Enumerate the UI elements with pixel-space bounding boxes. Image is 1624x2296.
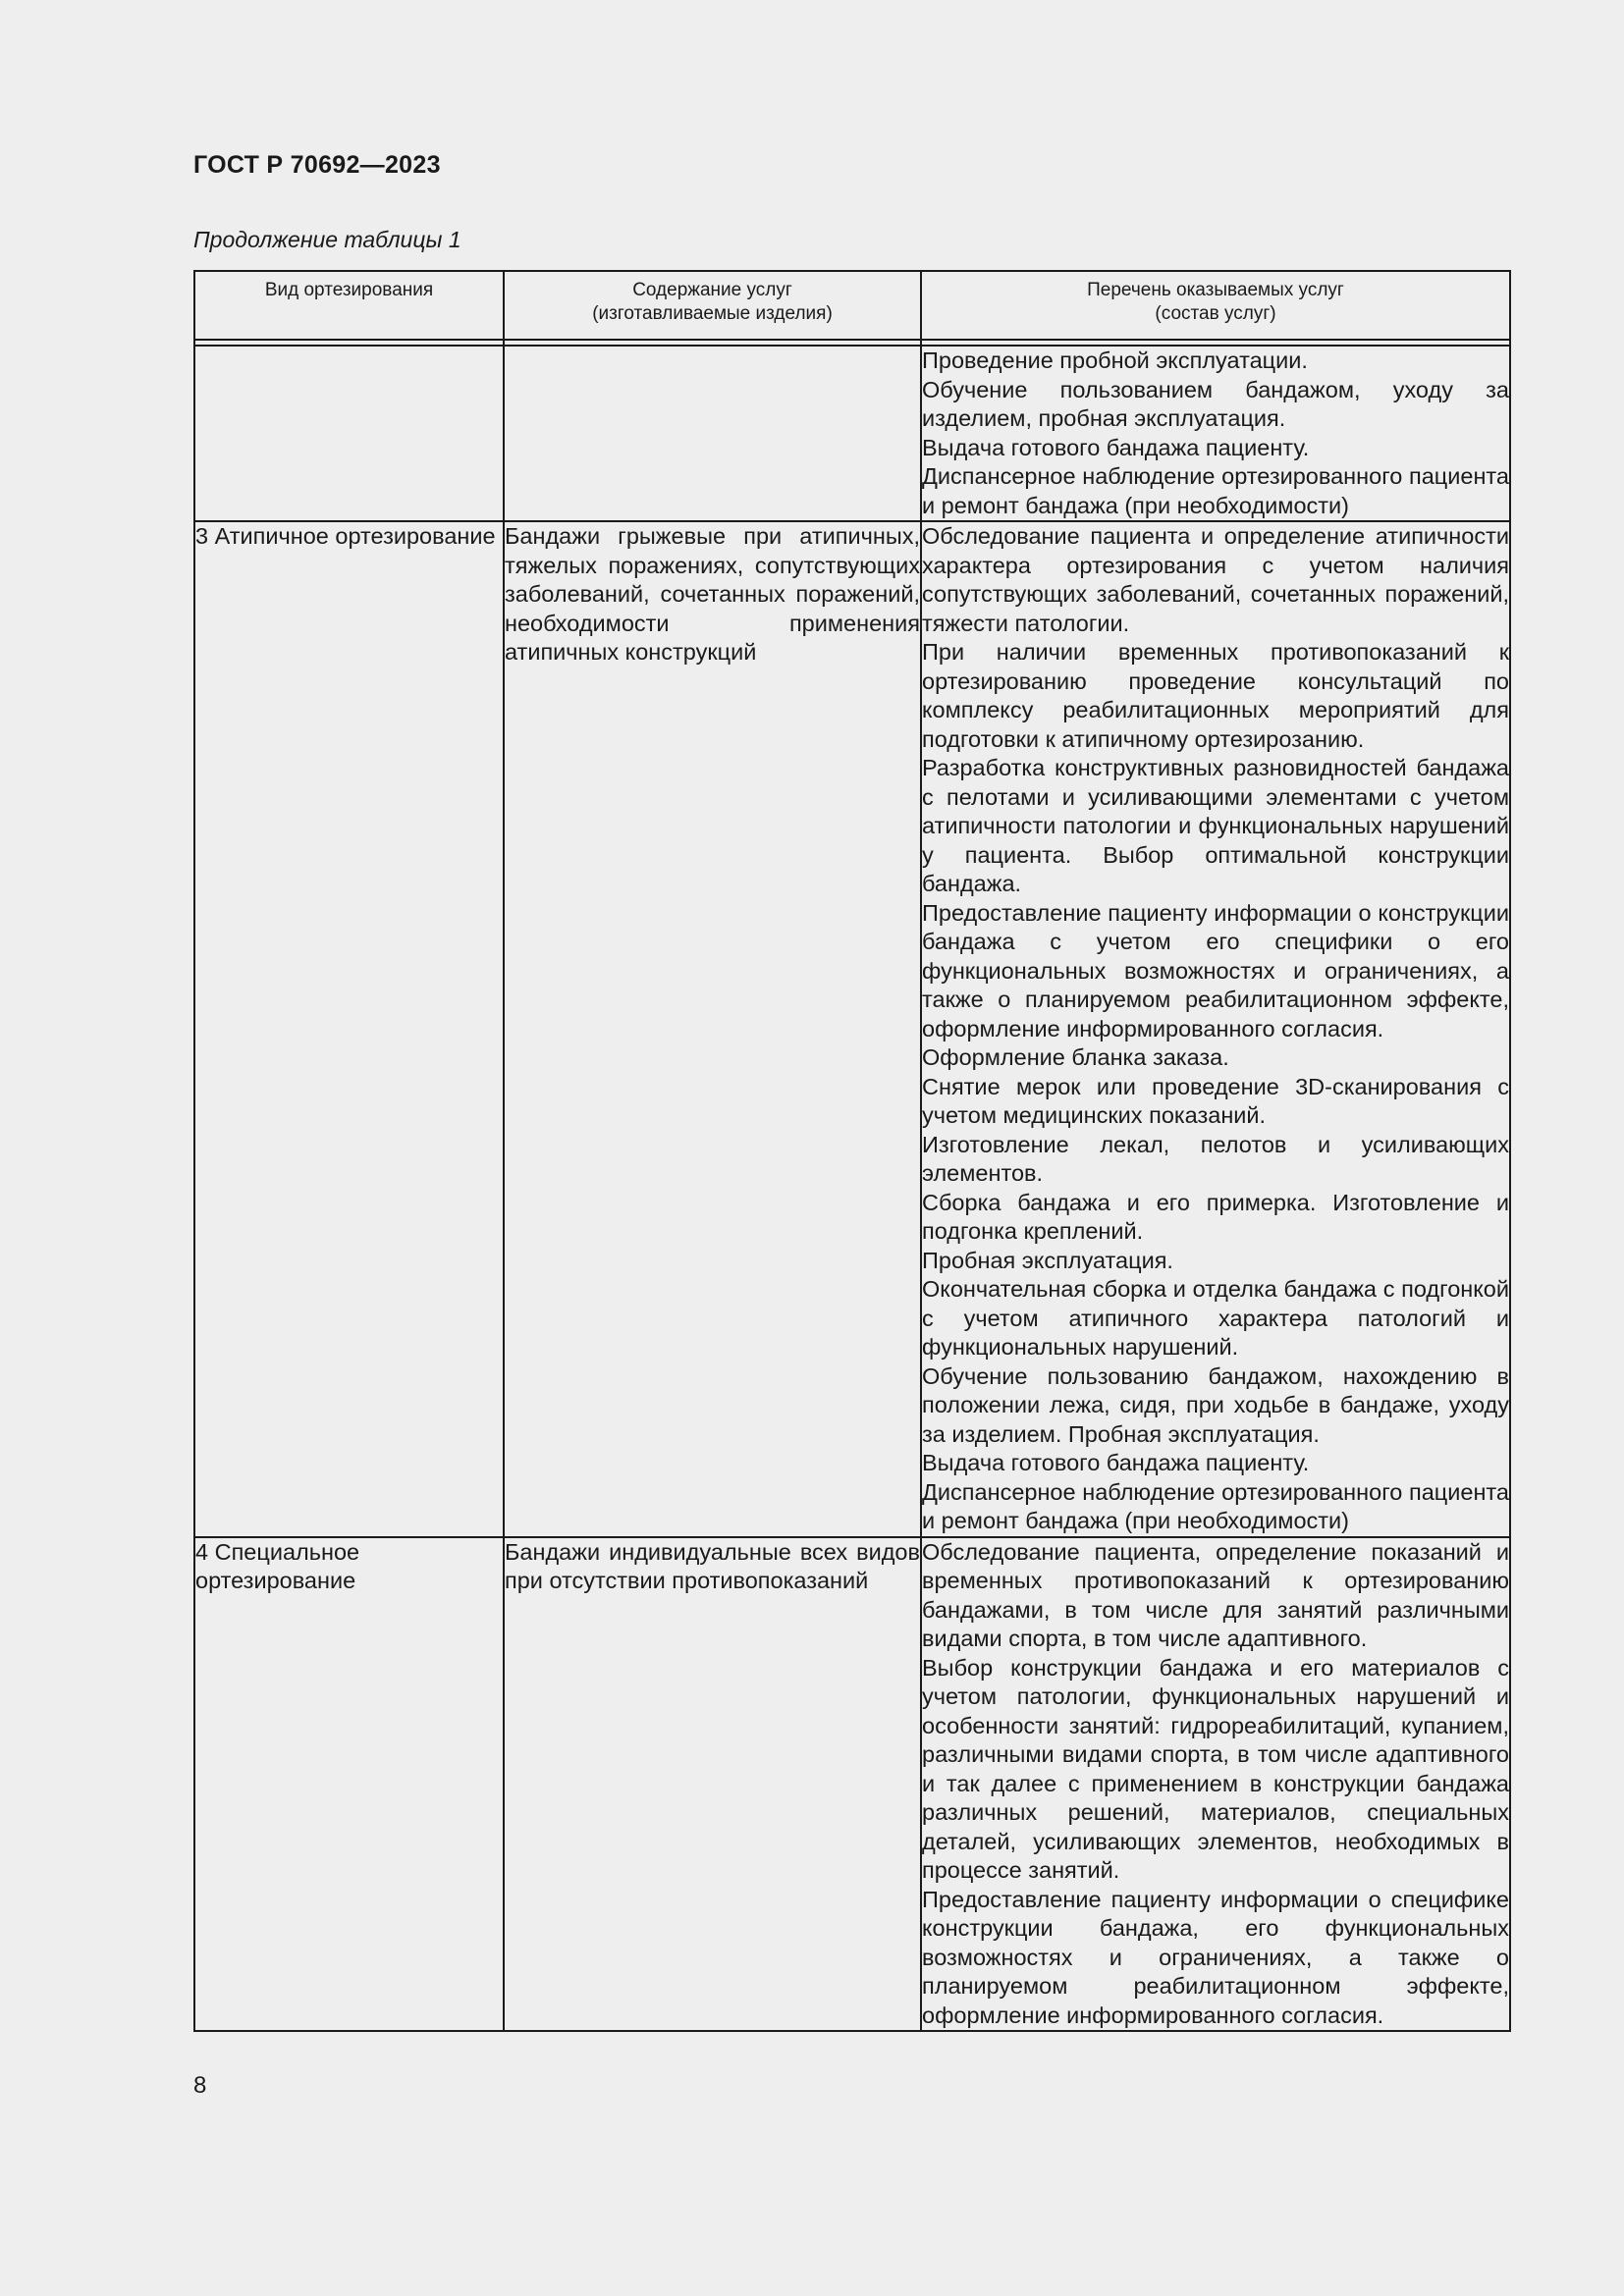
page-number: 8 <box>193 2072 207 2099</box>
service-item: Изготовление лекал, пелотов и усиливающих элементов. <box>922 1131 1509 1186</box>
column-header-line: Вид ортезирования <box>264 280 434 300</box>
column-header-line: (изготавливаемые изделия) <box>592 303 833 324</box>
services-table <box>193 270 1511 2032</box>
table-caption: Продолжение таблицы 1 <box>193 227 461 252</box>
service-item: Выбор конструкции бандажа и его материалов с учетом патологии, функциональных нарушений и особенности занятий: гидрореабилитаций, купанием, различными видами спорта, в том числе адаптивного и так далее с применением в конструкции бандажа различных решений, материалов, специальных деталей, усиливающих элементов, необходимых в процессе занятий. <box>922 1654 1509 1883</box>
table-row <box>194 1537 1510 2032</box>
service-item: Обучение пользованию бандажом, нахождению в положении лежа, сидя, при ходьбе в бандаже, уходу за изделием. Пробная эксплуатация. <box>922 1362 1509 1447</box>
service-item: Снятие мерок или проведение 3D-сканирования с учетом медицинских показаний. <box>922 1073 1509 1128</box>
cell-type: 4 Специальное ортезирование <box>194 1537 504 2032</box>
service-item: Разработка конструктивных разновидностей бандажа с пелотами и усиливающими элементами с учетом атипичности патологии и функциональных нарушений у пациента. Выбор оптимальной конструкции бандажа. <box>922 755 1509 896</box>
column-header-type <box>194 271 504 340</box>
service-item: Диспансерное наблюдение ортезированного пациента и ремонт бандажа (при необходимости) <box>922 463 1509 518</box>
service-item: Диспансерное наблюдение ортезированного пациента и ремонт бандажа (при необходимости) <box>922 1478 1509 1533</box>
table-row <box>194 521 1510 1537</box>
service-item: Пробная эксплуатация. <box>922 1247 1173 1273</box>
table-header-row <box>194 271 1510 340</box>
service-item: Сборка бандажа и его примерка. Изготовление и подгонка креплений. <box>922 1189 1509 1244</box>
service-item: Оформление бланка заказа. <box>922 1044 1229 1070</box>
service-item: Проведение пробной эксплуатации. <box>922 347 1308 373</box>
document-title: ГОСТ Р 70692—2023 <box>193 151 441 179</box>
table-body <box>194 346 1510 2031</box>
column-header-line: Перечень оказываемых услуг <box>1087 280 1344 300</box>
service-item: Предоставление пациенту информации о специфике конструкции бандажа, его функциональных возможностях и ограничениях, а также о планируемом реабилитационном эффекте, оформление информированного согласия. <box>922 1886 1509 2028</box>
column-header-services <box>921 271 1510 340</box>
cell-services <box>921 346 1510 521</box>
table-row <box>194 346 1510 521</box>
cell-content <box>504 346 921 521</box>
service-item: Обследование пациента и определение атипичности характера ортезирования с учетом наличия сопутствующих заболеваний, сочетанных поражений, тяжести патологии. <box>922 523 1509 636</box>
cell-services <box>921 1537 1510 2032</box>
service-item: Выдача готового бандажа пациенту. <box>922 434 1310 460</box>
service-item: При наличии временных противопоказаний к ортезированию проведение консультаций по комплексу реабилитационных мероприятий для подготовки к атипичному ортезирозанию. <box>922 639 1509 752</box>
cell-type <box>194 346 504 521</box>
service-item: Окончательная сборка и отделка бандажа с подгонкой с учетом атипичного характера патологий и функциональных нарушений. <box>922 1276 1509 1360</box>
cell-content: Бандажи грыжевые при атипичных, тяжелых поражениях, сопутствующих заболеваний, сочетанных поражений, необходимости применения атипичных конструкций <box>504 521 921 1537</box>
service-item: Обследование пациента, определение показаний и временных противопоказаний к ортезированию бандажами, в том числе для занятий различными видами спорта, в том числе адаптивного. <box>922 1538 1509 1651</box>
service-item: Обучение пользованием бандажом, уходу за изделием, пробная эксплуатация. <box>922 376 1509 431</box>
cell-content: Бандажи индивидуальные всех видов при отсутствии противопоказаний <box>504 1537 921 2032</box>
column-header-line: (состав услуг) <box>1155 303 1276 324</box>
service-item: Предоставление пациенту информации о конструкции бандажа с учетом его специфики о его функциональных возможностях и ограничениях, а также о планируемом реабилитационном эффекте, оформление информированного согласия. <box>922 899 1509 1041</box>
cell-type: 3 Атипичное ортезирование <box>194 521 504 1537</box>
service-item: Выдача готового бандажа пациенту. <box>922 1450 1310 1475</box>
column-header-line: Содержание услуг <box>632 280 792 300</box>
cell-services <box>921 521 1510 1537</box>
column-header-content <box>504 271 921 340</box>
